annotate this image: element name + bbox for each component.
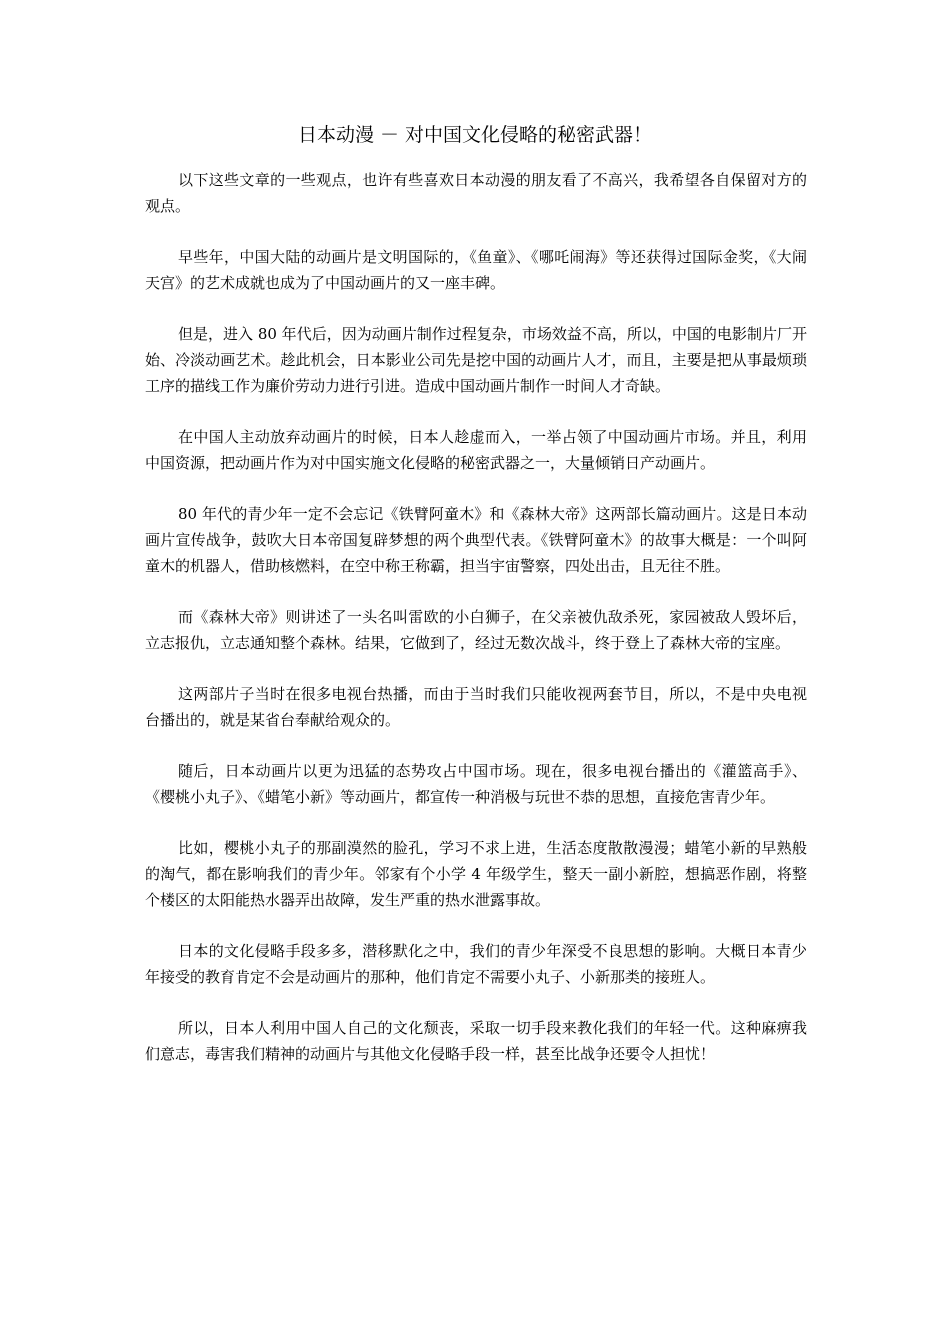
paragraph-examples: 比如，樱桃小丸子的那副漠然的脸孔，学习不求上进，生活态度散散漫漫；蜡笔小新的早熟般的淘气，都在影响我们的青少年。邻家有个小学 4 年级学生，整天一副小新腔，想搞恶作剧，将整个楼区的太阳能热水器弄出故障，发生严重的热水泄露事故。 xyxy=(145,839,807,909)
paragraph-tv-broadcast: 这两部片子当时在很多电视台热播，而由于当时我们只能收视两套节目，所以，不是中央电视台播出的，就是某省台奉献给观众的。 xyxy=(145,685,807,729)
paragraph-jungle-emperor: 而《森林大帝》则讲述了一头名叫雷欧的小白狮子，在父亲被仇敌杀死，家园被敌人毁坏后，立志报仇，立志通知整个森林。结果，它做到了，经过无数次战斗，终于登上了森林大帝的宝座。 xyxy=(145,608,807,652)
paragraph-astro-boy: 80 年代的青少年一定不会忘记《铁臂阿童木》和《森林大帝》这两部长篇动画片。这是日本动画片宣传战争，鼓吹大日本帝国复辟梦想的两个典型代表。《铁臂阿童木》的故事大概是：一个叫阿童木的机器人，借助核燃料，在空中称王称霸，担当宇宙警察，四处出击，且无往不胜。 xyxy=(145,505,807,575)
paragraph-intro: 以下这些文章的一些观点，也许有些喜欢日本动漫的朋友看了不高兴，我希望各自保留对方的观点。 xyxy=(145,171,807,215)
paragraph-1980s: 但是，进入 80 年代后，因为动画片制作过程复杂，市场效益不高，所以，中国的电影制片厂开始、冷淡动画艺术。趁此机会，日本影业公司先是挖中国的动画片人才，而且，主要是把从事最烦琐工序的描线工作为廉价劳动力进行引进。造成中国动画片制作一时间人才奇缺。 xyxy=(145,325,807,395)
paragraph-current-anime: 随后，日本动画片以更为迅猛的态势攻占中国市场。现在，很多电视台播出的《灌篮高手》、《樱桃小丸子》、《蜡笔小新》等动画片，都宣传一种消极与玩世不恭的思想，直接危害青少年。 xyxy=(145,762,807,806)
paragraph-market-takeover: 在中国人主动放弃动画片的时候，日本人趁虚而入，一举占领了中国动画片市场。并且，利用中国资源，把动画片作为对中国实施文化侵略的秘密武器之一，大量倾销日产动画片。 xyxy=(145,428,807,472)
document-title: 日本动漫 － 对中国文化侵略的秘密武器！ xyxy=(297,124,653,146)
document-body xyxy=(145,167,807,1092)
paragraph-influence: 日本的文化侵略手段多多，潜移默化之中，我们的青少年深受不良思想的影响。大概日本青少年接受的教育肯定不会是动画片的那种，他们肯定不需要小丸子、小新那类的接班人。 xyxy=(145,942,807,986)
paragraph-early-years: 早些年，中国大陆的动画片是文明国际的，《鱼童》、《哪吒闹海》等还获得过国际金奖，《大闹天宫》的艺术成就也成为了中国动画片的又一座丰碑。 xyxy=(145,248,807,292)
paragraph-conclusion: 所以，日本人利用中国人自己的文化颓丧，采取一切手段来教化我们的年轻一代。这种麻痹我们意志，毒害我们精神的动画片与其他文化侵略手段一样，甚至比战争还要令人担忧！ xyxy=(145,1019,807,1063)
